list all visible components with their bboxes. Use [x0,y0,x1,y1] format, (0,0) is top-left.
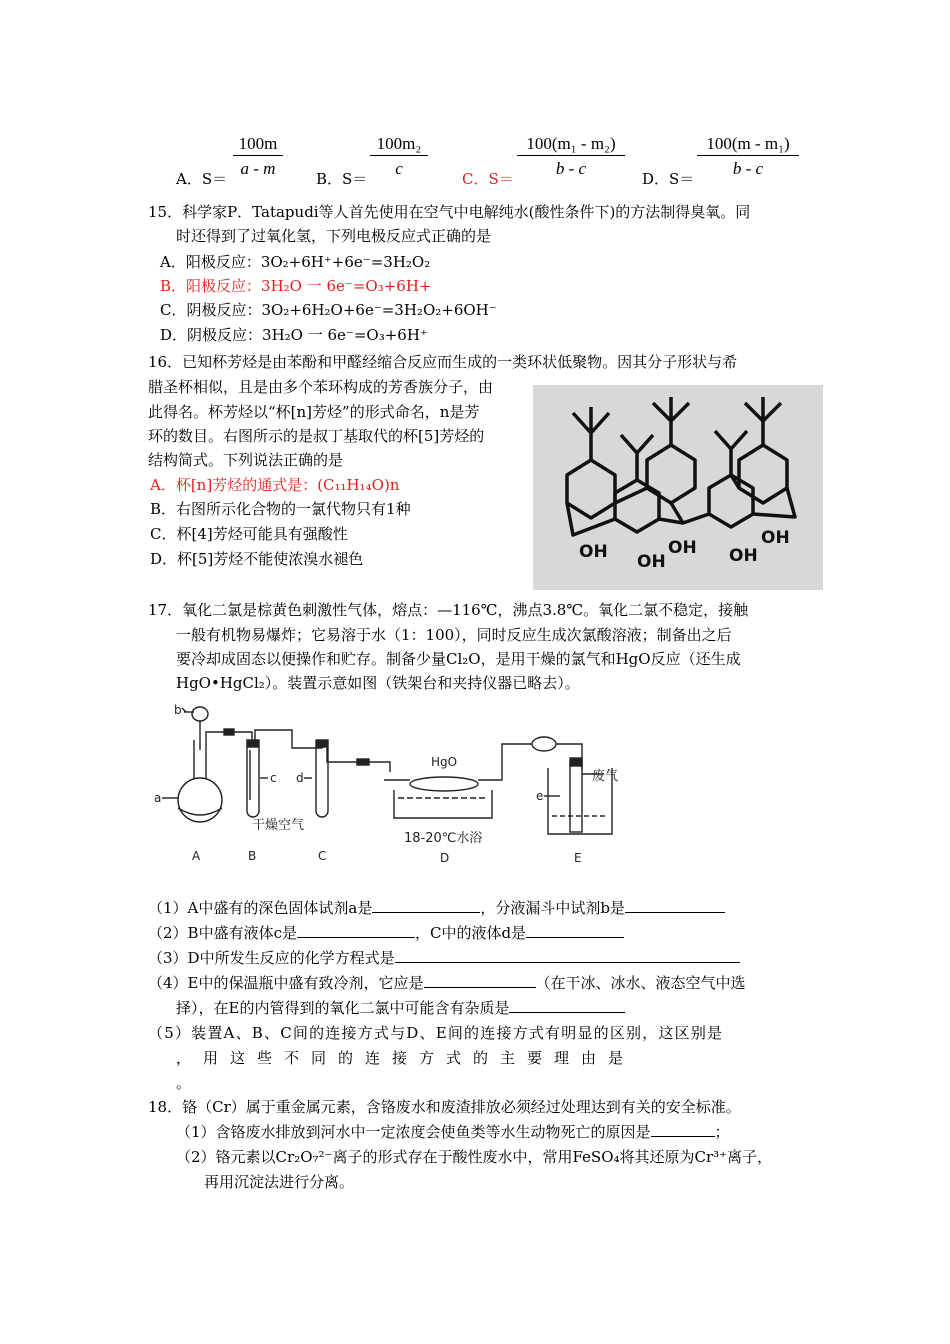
q18-sub1 [176,1120,730,1144]
q17-sub5-line1: （5）装置A、B、C间的连接方式与D、E间的连接方式有明显的区别，这区别是 [148,1024,724,1042]
q16-option-b: B．右图所示化合物的一氯代物只有1种 [150,500,411,518]
option-b-fraction [370,134,428,179]
q17-sub4-text-a: （4）E中的保温瓶中盛有致冷剂，它应是 [148,974,424,992]
label-C: C [318,849,327,863]
option-a-fraction [233,134,283,179]
q16-stem-line1: 16．已知杯芳烃是由苯酚和甲醛经缩合反应而生成的一类环状低聚物。因其分子形状与希 [148,353,738,371]
option-c-numerator: 100(m₁ - m₂) [517,134,625,156]
oh-label-4: OH [729,546,758,566]
oh-label-2: OH [637,552,666,572]
q15-option-a: A．阳极反应：3O₂+6H⁺+6e⁻=3H₂O₂ [160,253,431,271]
apparatus-diagram [152,700,652,875]
label-A: A [192,849,201,863]
label-waste-gas: 废气 [592,769,619,784]
label-d: d [296,771,304,785]
label-e: e [536,789,544,803]
q17-stem-line4: HgO•HgCl₂）。装置示意如图（铁架台和夹持仪器已略去）。 [176,674,580,692]
q15-option-c: C．阴极反应：3O₂+6H₂O+6e⁻=3H₂O₂+6OH⁻ [160,301,497,319]
q18-sub1-blank[interactable] [651,1122,715,1137]
q17-sub2 [148,921,624,945]
q17-sub3-blank[interactable] [395,948,740,963]
option-a-label: A．S＝ [176,170,228,188]
q17-stem-line2: 一般有机物易爆炸；它易溶于水（1：100），同时反应生成次氯酸溶液；制备出之后 [176,626,732,644]
calixarene-structure-figure [533,385,823,590]
option-b-numerator: 100m₂ [370,134,428,156]
option-c-denominator: b - c [555,159,587,178]
option-c-fraction [517,134,625,179]
q17-sub1-text-a: （1）A中盛有的深色固体试剂a是 [148,899,373,917]
q17-sub2-text-b: ，C中的液体d是 [414,924,527,942]
q15-stem-line1: 15．科学家P．Tatapudi等人首先使用在空气中电解纯水(酸性条件下)的方法制得臭氧。同 [148,203,751,221]
q15-option-b: B．阳极反应：3H₂O 一 6e⁻=O₃+6H+ [160,277,432,295]
q17-sub1-blank-1[interactable] [372,898,480,913]
q17-sub4-line2 [176,996,625,1020]
label-E: E [574,851,582,865]
option-d-fraction [697,134,799,179]
q17-sub1 [148,896,725,920]
q17-stem-line1: 17．氧化二氯是棕黄色刺激性气体，熔点：—116℃，沸点3.8℃。氧化二氯不稳定，接触 [148,601,749,619]
q17-sub3 [148,946,740,970]
q17-sub1-text-b: ，分液漏斗中试剂b是 [480,899,625,917]
q17-sub1-blank-2[interactable] [625,898,725,913]
label-dry-air: 干燥空气 [252,818,305,833]
q15-stem-line2: 时还得到了过氧化氢，下列电极反应式正确的是 [176,227,492,245]
oh-label-1: OH [579,542,608,562]
q17-sub4-text-c: 择），在E的内管得到的氧化二氯中可能含有杂质是 [176,999,510,1017]
q15-option-d: D．阴极反应：3H₂O 一 6e⁻=O₃+6H⁺ [160,326,428,344]
q18-sub1-text: （1）含铬废水排放到河水中一定浓度会使鱼类等水生动物死亡的原因是 [176,1123,651,1141]
option-d-label: D．S＝ [642,170,695,188]
option-a-denominator: a - m [240,159,276,178]
option-d-denominator: b - c [732,159,764,178]
q16-stem-line2: 腊圣杯相似，且是由多个苯环构成的芳香族分子，由 [148,378,494,396]
option-c-label: C．S＝ [462,170,514,188]
oh-label-5: OH [761,528,790,548]
option-a-numerator: 100m [233,134,283,156]
q16-option-a: A．杯[n]芳烃的通式是：(C₁₁H₁₄O)n [150,476,400,494]
option-d-numerator: 100(m - m₁) [697,134,799,156]
label-hgo: HgO [431,755,458,769]
q17-sub5-line2: ，用这些不同的连接方式的主要理由是 [176,1049,636,1067]
q16-stem-line4: 环的数目。右图所示的是叔丁基取代的杯[5]芳烃的 [148,427,485,445]
q18-stem: 18．铬（Cr）属于重金属元素，含铬废水和废渣排放必须经过处理达到有关的安全标准。 [148,1098,741,1116]
q17-sub4-text-b: （在干冰、冰水、液态空气中选 [535,974,746,992]
q17-sub2-text-a: （2）B中盛有液体c是 [148,924,297,942]
q16-option-c: C．杯[4]芳烃可能具有强酸性 [150,525,348,543]
label-a: a [154,791,162,805]
oh-label-3: OH [668,538,697,558]
label-b: b [174,703,182,717]
q18-sub2-line2: 再用沉淀法进行分离。 [204,1173,355,1191]
q18-sub2-line1: （2）铬元素以Cr₂O₇²⁻离子的形式存在于酸性废水中，常用FeSO₄将其还原为Cr³⁺离子， [176,1148,773,1166]
q16-stem-line5: 结构简式。下列说法正确的是 [148,451,344,469]
q17-sub2-blank-1[interactable] [297,923,415,938]
option-b-label: B．S＝ [316,170,368,188]
label-B: B [248,849,257,863]
q17-sub4-line1 [148,971,746,995]
q16-stem-line3: 此得名。杯芳烃以“杯[n]芳烃”的形式命名，n是芳 [148,403,480,421]
q17-sub4-blank-2[interactable] [509,998,625,1013]
q17-sub3-text: （3）D中所发生反应的化学方程式是 [148,949,395,967]
q17-stem-line3: 要冷却成固态以便操作和贮存。制备少量Cl₂O，是用干燥的氯气和HgO反应（还生成 [176,650,741,668]
q17-sub2-blank-2[interactable] [526,923,624,938]
label-c: c [270,771,277,785]
q17-sub5-line3: 。 [176,1074,192,1092]
option-b-denominator: c [395,159,403,178]
label-D: D [440,851,450,865]
q17-sub4-blank-1[interactable] [424,973,536,988]
calixarene-structure-svg [533,385,823,590]
label-water-bath: 18-20℃水浴 [404,831,483,846]
q18-sub1-end: ； [714,1123,730,1141]
apparatus-svg [152,700,652,875]
q16-option-d: D．杯[5]芳烃不能使浓溴水褪色 [150,550,364,568]
